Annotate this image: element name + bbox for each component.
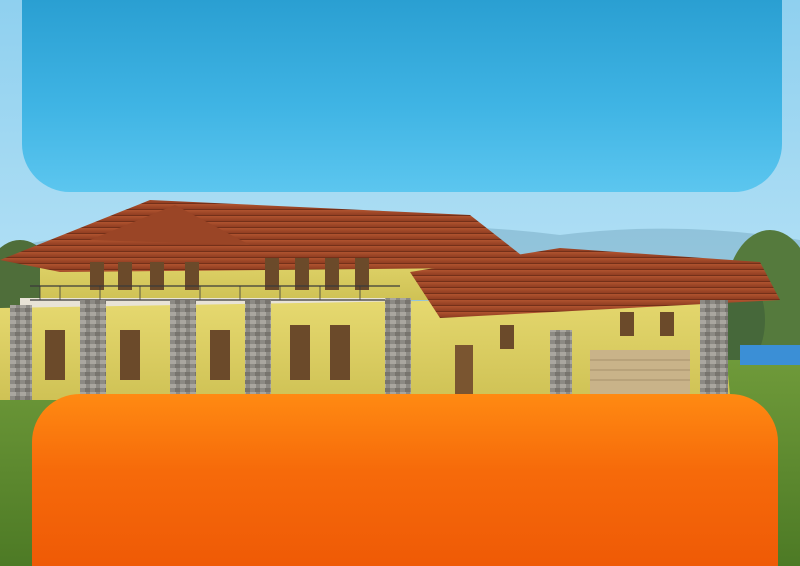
objective-2-panel — [32, 394, 778, 566]
objective-1-panel — [22, 0, 782, 192]
